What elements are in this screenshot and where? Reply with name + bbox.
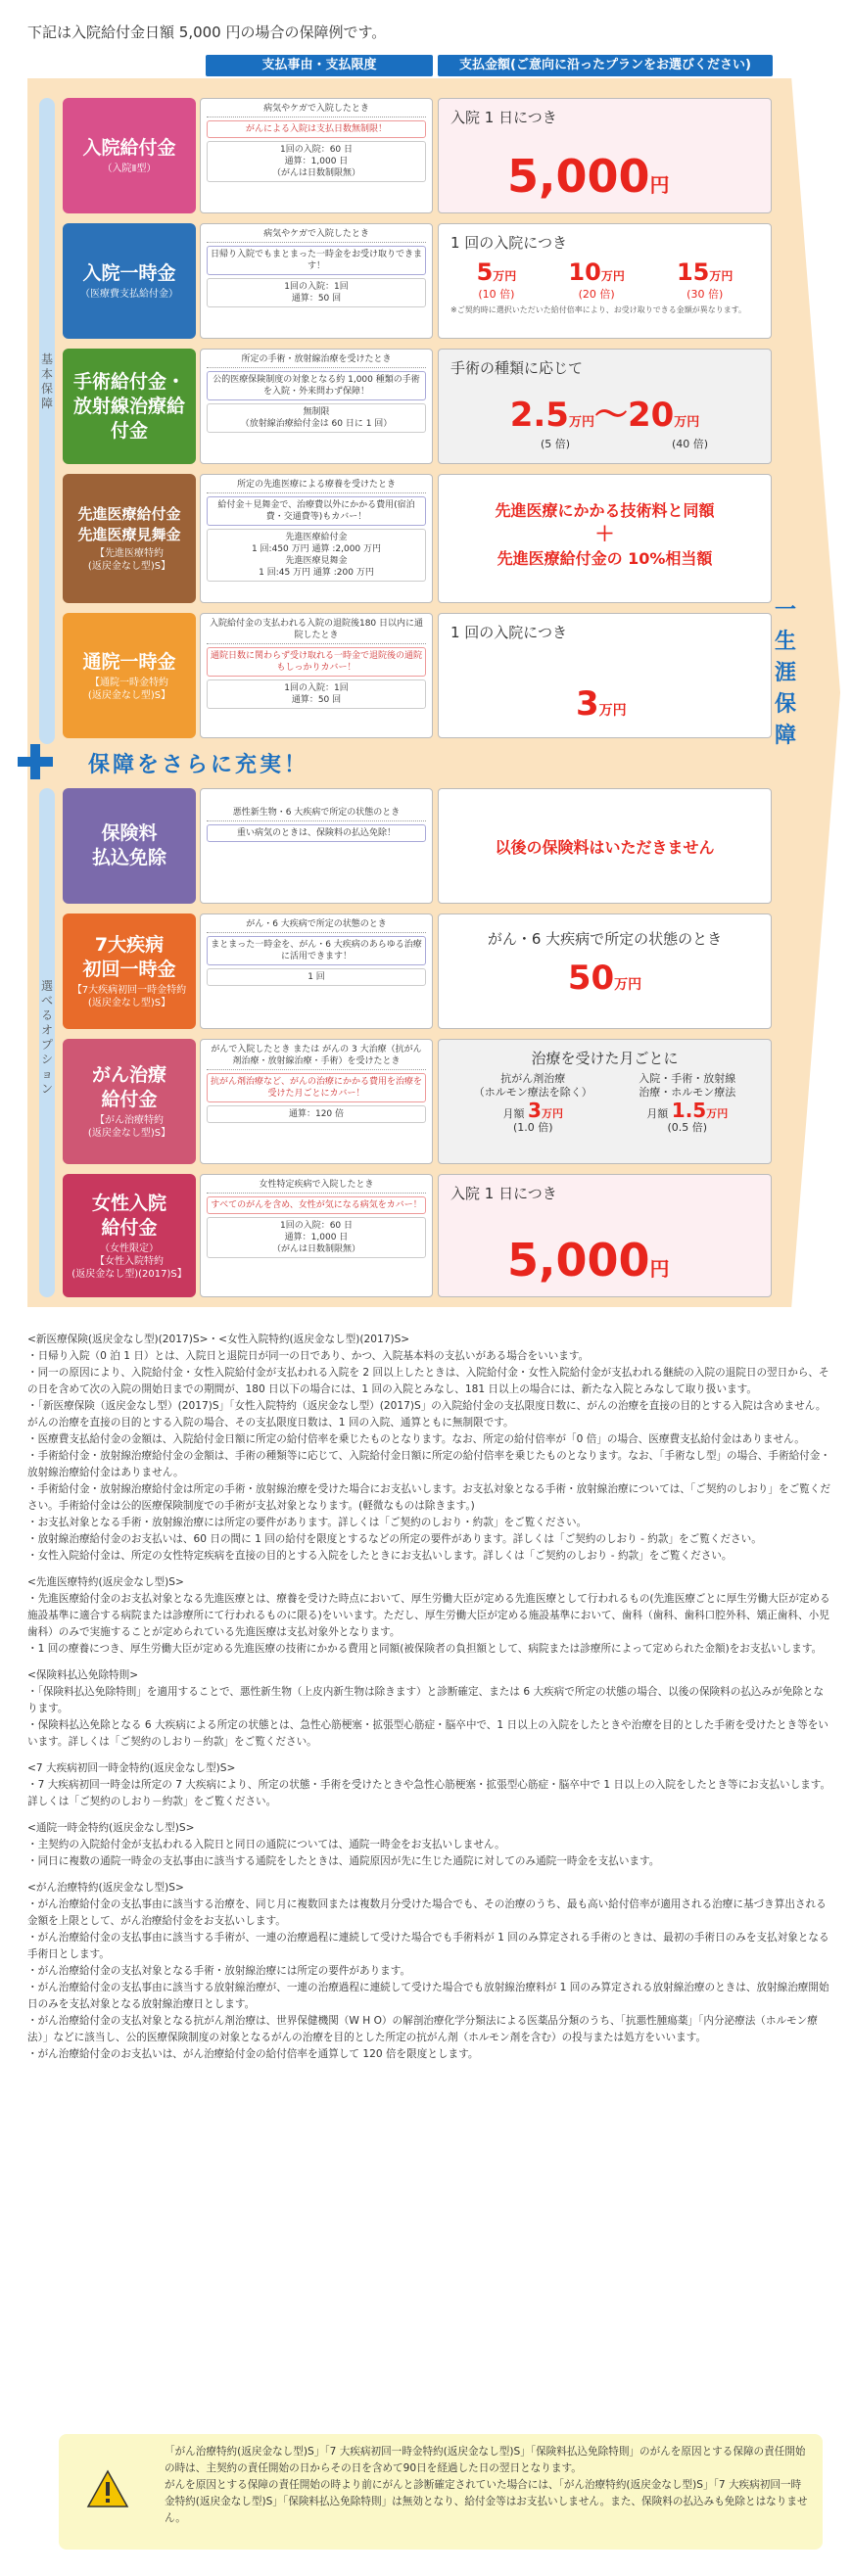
- condition-highlight: 公的医療保険制度の対象となる約 1,000 種類の手術を入院・外来問わず保障！: [207, 371, 426, 400]
- condition-head: 病気やケガで入院したとき: [207, 228, 426, 243]
- notes-advanced: <先進医療特約(返戻金なし型)S> ・先進医療給付金のお支払対象となる先進医療とは、療養を受けた時点において、厚生労働大臣が定める先進医療として行われるもの(先進医療ごとに厚生労働大臣が定める施設基準に適合する病院または診療所にて行われるものに限る)をいいます。ただし、厚生労働大臣が定める施設基準において、歯科（歯科、歯科口腔外科、矯正歯科、小児歯科）のみで実施することが定められている先進医療は支払対象外となります。 ・1 回の療養につき、厚生労働大臣が定める先進医療の技術にかかる費用と同額(被保険者の負担額として、病院または診療所によって定められた金額)をお支払いします。: [27, 1576, 830, 1655]
- plus-banner-text: 保障をさらに充実！: [88, 753, 309, 777]
- condition-head: 所定の先進医療による療養を受けたとき: [207, 479, 426, 493]
- benefit-sub: 【7大疾病初回一時金特約 (返戻金なし型)S】: [71, 985, 187, 1008]
- plus-icon: [18, 744, 53, 779]
- condition-head: 入院給付金の支払われる入院の退院後180 日以内に通院したとき: [207, 618, 426, 644]
- range-high-mult: (40 倍): [671, 438, 709, 450]
- option-label: 選べるオプション: [40, 979, 53, 1096]
- payment-amount: 3: [576, 684, 599, 724]
- condition-female-hospitalization: [200, 1174, 433, 1297]
- condition-head: 所定の手術・放射線治療を受けたとき: [207, 353, 426, 368]
- benefit-sub: （医療費支払給付金）: [80, 289, 178, 300]
- condition-premium-waiver: [200, 788, 433, 904]
- benefit-advanced-medical: [63, 474, 196, 603]
- benefit-7-diseases: [63, 913, 196, 1029]
- payment-cancer-treatment: [438, 1039, 772, 1164]
- payment-text: 以後の保険料はいただきません: [495, 837, 715, 857]
- payment-hospital-lump: [438, 223, 772, 339]
- payment-surgery: 手術の種類に応じて 2.5万円～20万円 (5 倍) (40 倍): [438, 349, 772, 464]
- payment-unit: 円: [649, 1257, 670, 1281]
- basic-label: 基本保障: [40, 352, 53, 410]
- range-low: 2.5: [509, 396, 569, 435]
- payment-line2: 先進医療給付金の 10%相当額: [497, 549, 713, 568]
- range-low-mult: (5 倍): [540, 438, 571, 450]
- warning-icon: [86, 2469, 129, 2508]
- payment-amount: 50: [567, 959, 615, 998]
- payment-label: 入院 1 日につき: [450, 109, 557, 126]
- warning-box: [59, 2434, 823, 2550]
- benefit-hospital-lump: [63, 223, 196, 339]
- benefit-sub: 【がん治療特約 (返戻金なし型)S】: [87, 1115, 171, 1139]
- warning-line1: 「がん治療特約(返戻金なし型)S」「7 大疾病初回一時金特約(返戻金なし型)S」「保険料払込免除特則」のがんを原因とする保障の責任開始の時は、主契約の責任開始の日からその日を含めて90日を経過した日の翌日となります。: [165, 2446, 806, 2474]
- benefit-title: 通院一時金: [82, 650, 176, 673]
- notes-outpatient: <通院一時金特約(返戻金なし型)S> ・主契約の入院給付金が支払われる入院日と同日の通院については、通院一時金をお支払いしません。 ・同日に複数の通院一時金の支払事由に該当する通院をしたときは、通院原因が先に生じた通院に対してのみ通院一時金を支払います。: [27, 1822, 660, 1867]
- condition-cancer-treatment: [200, 1039, 433, 1164]
- condition-head: 病気やケガで入院したとき: [207, 103, 426, 117]
- option-5: 5万円 (10 倍): [476, 258, 517, 301]
- condition-highlight: 重い病気のときは、保険料の払込免除！: [207, 824, 426, 842]
- benefit-sub: 【通院一時金特約 (返戻金なし型)S】: [87, 677, 171, 701]
- payment-unit: 万円: [614, 977, 642, 993]
- payment-amount: 5,000: [507, 1234, 650, 1287]
- condition-limit: 通算：120 倍: [207, 1105, 426, 1123]
- condition-7-diseases: [200, 913, 433, 1029]
- payment-label: 手術の種類に応じて: [450, 359, 584, 377]
- basic-sidebar: [39, 98, 55, 744]
- benefit-sub: （入院Ⅱ型）: [102, 164, 157, 174]
- notes-waiver: <保険料払込免除特則> ・「保険料払込免除特則」を適用することで、悪性新生物（上皮内新生物は除きます）と診断確定、または 6 大疾病で所定の状態の場合、以後の保険料の払込みが免除となります。 ・保険料払込免除となる 6 大疾病による所定の状態とは、急性心筋梗塞・拡張型心筋症・脳卒中で、1 日以上の入院をしたときや治療を目的とした手術を受けたとき等をいいます。詳しくは「ご契約のしおり－約款」をご覧ください。: [27, 1669, 828, 1748]
- benefit-female-hospitalization: [63, 1174, 196, 1297]
- benefit-title: 入院一時金: [82, 262, 176, 284]
- condition-hospital-lump: [200, 223, 433, 339]
- condition-limit: 先進医療給付金 1 回:450 万円 通算 :2,000 万円 先進医療見舞金 1 回:45 万円 通算 :200 万円: [207, 529, 426, 582]
- condition-limit: 無制限 （放射線治療給付金は 60 日に 1 回）: [207, 403, 426, 433]
- benefit-surgery: [63, 349, 196, 464]
- condition-head: 女性特定疾病で入院したとき: [207, 1179, 426, 1194]
- benefit-outpatient: [63, 613, 196, 738]
- condition-outpatient: [200, 613, 433, 738]
- condition-head: 悪性新生物・6 大疾病で所定の状態のとき: [207, 807, 426, 821]
- benefit-title: がん治療 給付金: [91, 1064, 166, 1110]
- benefit-title: 先進医療給付金 先進医療見舞金: [77, 505, 181, 543]
- condition-advanced-medical: [200, 474, 433, 603]
- notes-medical: <新医療保険(返戻金なし型)(2017)S>・<女性入院特約(返戻金なし型)(2017)S> ・日帰り入院（0 泊 1 日）とは、入院日と退院日が同一の日であり、かつ、入院基本料の支払いがある場合をいいます。 ・同一の原因により、入院給付金・女性入院給付金が支払われる入院を 2 回以上したときは、入院給付金・女性入院給付金が支払われる継続の入院の退院日の翌日から、その日を含めて次の入院の開始日までの期間が、180 日以下の場合には、1 回の入院とみなし、181 日以上の場合には、新たな入院とみなして取り扱います。 ・「新医療保険（返戻金なし型）(2017)S」「女性入院特約（返戻金なし型）(2017)S」の入院給付金の支払限度日数に、がんの治療を直接の目的とする入院は含めません。がんの治療を直接の目的とする入院の場合、その支払限度日数は、1 回の入院、通算ともに無制限です。 ・医療費支払給付金の金額は、入院給付金日額に所定の給付倍率を乗じたものとなります。なお、所定の給付倍率が「0 倍」の場合、医療費支払給付金はありません。 ・手術給付金・放射線治療給付金の金額は、手術の種類等に応じて、入院給付金日額に所定の給付倍率を乗じたものとなります。なお、「手術なし型」の場合、手術給付金・放射線治療給付金はありません。 ・手術給付金・放射線治療給付金は所定の手術・放射線治療を受けた場合にお支払いします。お支払対象となる手術・放射線治療については、「ご契約のしおり」をご覧ください。手術給付金は公的医療保険制度での手術が支払対象となります。(軽微なものは除きます。) ・お支払対象となる手術・放射線治療には所定の要件があります。詳しくは「ご契約のしおり・約款」をご覧ください。 ・放射線治療給付金のお支払いは、60 日の間に 1 回の給付を限度とするなどの所定の要件があります。詳しくは「ご契約のしおり - 約款」をご覧ください。 ・女性入院給付金は、所定の女性特定疾病を直接の目的とする入院をしたときにお支払いします。詳しくは「ご契約のしおり - 約款」をご覧ください。: [27, 1334, 830, 1562]
- condition-limit: 1回の入院：1回 通算：50 回: [207, 679, 426, 709]
- notes-cancer: <がん治療特約(返戻金なし型)S> ・がん治療給付金の支払事由に該当する治療を、同じ月に複数回または複数月分受けた場合でも、その治療のうち、最も高い給付倍率が適用される治療に基づき算出される金額を上限として、がん治療給付金をお支払いします。 ・がん治療給付金の支払事由に該当する手術が、一連の治療過程に連続して受けた場合でも手術料が 1 回のみ算定される手術のときは、最初の手術日のみを支払対象となる手術日とします。 ・がん治療給付金の支払対象となる手術・放射線治療には所定の要件があります。 ・がん治療給付金の支払事由に該当する放射線治療が、一連の治療過程に連続して受けた場合でも放射線治療料が 1 回のみ算定される放射線治療のときは、放射線治療開始日のみを支払対象となる放射線治療日とします。 ・がん治療給付金の支払対象となる抗がん剤治療は、世界保健機関（W H O）の解剖治療化学分類法による医薬品分類のうち、「抗悪性腫瘍薬」「内分泌療法（ホルモン療法）」などに該当し、公的医療保険制度の対象となるがんの治療を目的とした所定の抗がん剤（ホルモン剤を含む）の投与または処方をいいます。 ・がん治療給付金のお支払いは、がん治療給付金の給付倍率を通算して 120 倍を限度とします。: [27, 1882, 829, 2060]
- payment-premium-waiver: [438, 788, 772, 904]
- benefit-title: 7大疾病 初回一時金: [82, 934, 176, 980]
- benefit-hospitalization: [63, 98, 196, 213]
- payment-unit: 円: [649, 173, 670, 197]
- condition-hospitalization: [200, 98, 433, 213]
- option-10: 10万円 (20 倍): [568, 258, 625, 301]
- payment-plus: ＋: [594, 522, 615, 545]
- benefit-title: 入院給付金: [82, 137, 176, 159]
- payment-female-hospitalization: [438, 1174, 772, 1297]
- header-reason: 支払事由・支払限度: [206, 55, 433, 76]
- payment-label: がん・6 大疾病で所定の状態のとき: [487, 930, 723, 948]
- notes-7-diseases: <7 大疾病初回一時金特約(返戻金なし型)S> ・7 大疾病初回一時金は所定の 7 大疾病により、所定の状態・手術を受けたときや急性心筋梗塞・拡張型心筋症・脳卒中で 1 日以上の入院をしたとき等にお支払いします。詳しくは「ご契約のしおり－約款」をご覧ください。: [27, 1762, 831, 1807]
- cancer-col-other: 入院・手術・放射線 治療・ホルモン療法 月額 1.5万円 (0.5 倍): [639, 1072, 736, 1134]
- payment-label: 1 回の入院につき: [450, 624, 568, 641]
- notes-section: [27, 1332, 832, 2073]
- condition-highlight: 日帰り入院でもまとまった一時金をお受け取りできます！: [207, 246, 426, 275]
- intro-text: 下記は入院給付金日額 5,000 円の場合の保障例です。: [27, 23, 387, 41]
- benefit-cancer-treatment: [63, 1039, 196, 1164]
- benefit-title: 女性入院 給付金: [91, 1192, 166, 1239]
- benefit-title: 手術給付金・放射線治療給付金: [72, 370, 185, 442]
- condition-highlight: 給付金＋見舞金で、治療費以外にかかる費用(宿泊費・交通費等)もカバー！: [207, 496, 426, 526]
- payment-hospitalization: [438, 98, 772, 213]
- benefit-title: 保険料 払込免除: [91, 822, 166, 868]
- benefit-sub: （女性限定） 【女性入院特約 (返戻金なし型)(2017)S】: [71, 1242, 187, 1280]
- benefit-sub: 【先進医療特約 (返戻金なし型)S】: [87, 548, 171, 572]
- condition-head: がんで入院したとき または がんの 3 大治療（抗がん剤治療・放射線治療・手術）を受けたとき: [207, 1044, 426, 1070]
- payment-amount: 5,000: [507, 150, 650, 203]
- range-high: 20: [627, 396, 675, 435]
- payment-line1: 先進医療にかかる技術料と同額: [495, 501, 715, 520]
- lifetime-label: 一生涯保障: [774, 598, 796, 748]
- condition-limit: 1回の入院：60 日 通算：1,000 日 （がんは日数制限無）: [207, 141, 426, 182]
- condition-limit: 1回の入院：60 日 通算：1,000 日 （がんは日数制限無）: [207, 1217, 426, 1258]
- condition-highlight: まとまった一時金を、がん・6 大疾病のあらゆる治療に活用できます！: [207, 936, 426, 965]
- payment-label: 治療を受けた月ごとに: [531, 1050, 679, 1067]
- payment-advanced-medical: [438, 474, 772, 603]
- payment-label: 入院 1 日につき: [450, 1185, 557, 1202]
- condition-limit: 1回の入院：1回 通算：50 回: [207, 278, 426, 307]
- payment-note: ※ご契約時に選択いただいた給付倍率により、お受け取りできる金額が異なります。: [450, 305, 747, 314]
- warning-line2: がんを原因とする保障の責任開始の時より前にがんと診断確定されていた場合には、「がん治療特約(返戻金なし型)S」「7 大疾病初回一時金特約(返戻金なし型)S」「保険料払込免除特則」は無効となり、給付金等はお支払いしません。また、保険料の払込みも免除とはなりません。: [165, 2479, 808, 2524]
- option-15: 15万円 (30 倍): [676, 258, 734, 301]
- condition-head: がん・6 大疾病で所定の状態のとき: [207, 918, 426, 933]
- condition-highlight: 抗がん剤治療など、がんの治療にかかる費用を治療を受けた月ごとにカバー！: [207, 1073, 426, 1102]
- payment-7-diseases: [438, 913, 772, 1029]
- payment-outpatient: [438, 613, 772, 738]
- payment-label: 1 回の入院につき: [450, 234, 568, 252]
- condition-surgery: [200, 349, 433, 464]
- cancer-col-drug: 抗がん剤治療 （ホルモン療法を除く） 月額 3万円 (1.0 倍): [473, 1072, 592, 1134]
- condition-highlight: がんによる入院は支払日数無制限！: [207, 120, 426, 138]
- header-amount: 支払金額(ご意向に沿ったプランをお選びください): [438, 55, 773, 76]
- condition-limit: 1 回: [207, 968, 426, 986]
- condition-highlight: すべてのがんを含め、女性が気になる病気をカバー！: [207, 1196, 426, 1214]
- payment-unit: 万円: [598, 703, 627, 719]
- condition-highlight: 通院日数に関わらず受け取れる一時金で退院後の通院もしっかりカバー！: [207, 647, 426, 677]
- benefit-premium-waiver: [63, 788, 196, 904]
